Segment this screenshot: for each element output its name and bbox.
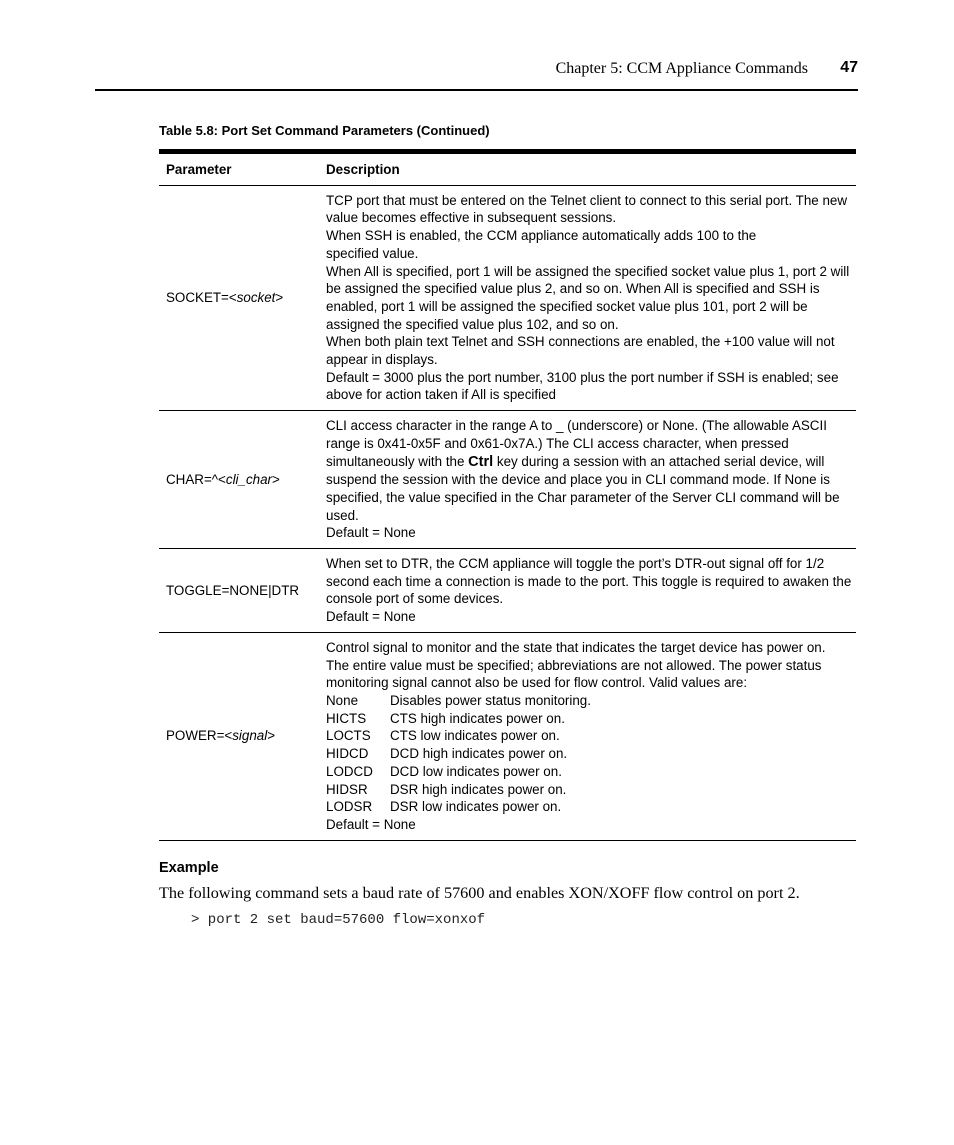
parameter-cell: TOGGLE=NONE|DTR bbox=[159, 549, 319, 633]
page-header bbox=[95, 59, 858, 91]
example-heading: Example bbox=[159, 860, 219, 876]
parameter-cell: POWER=<signal> bbox=[159, 632, 319, 840]
description-cell: When set to DTR, the CCM appliance will toggle the port’s DTR-out signal off for 1/2 second each time a connection is made to the port. This toggle is required to awaken the console port of some devices. Default = None bbox=[319, 549, 856, 633]
list-item: HIDSR DSR high indicates power on. bbox=[326, 781, 567, 797]
table-row-char bbox=[159, 411, 856, 549]
parameters-table bbox=[159, 149, 856, 841]
list-item: HIDCD DCD high indicates power on. bbox=[326, 746, 568, 762]
table-row-power bbox=[159, 632, 856, 840]
ctrl-key-label: Ctrl bbox=[468, 453, 494, 470]
description-cell: Control signal to monitor and the state that indicates the target device has power on. The entire value must be specified; abbreviations are not allowed. The power status monitoring signal cannot also be used for flow control. Valid values are: None Disables power status monitoring. HICTS CTS high indicates power on. LOCTS CTS low indicates power on. HIDCD DCD high indicates power on. LODCD DCD low indicates power on. HIDSR DSR high indicates power on. LODSR DSR low indicates power on. Default = None bbox=[319, 632, 856, 840]
column-header-parameter: Parameter bbox=[159, 152, 319, 186]
page-number: 47 bbox=[840, 59, 858, 76]
table-header-row bbox=[159, 152, 856, 186]
table-row-socket bbox=[159, 185, 856, 410]
description-cell: CLI access character in the range A to _ (underscore) or None. (The allowable ASCII range is 0x41-0x5F and 0x61-0x7A.) The CLI access character, when pressed simultaneously with the Ctrl key during a session with an attached serial device, will suspend the session with the device and place you in CLI command mode. If None is specified, the value specified in the Char parameter of the Server CLI command will be used. Default = None bbox=[319, 411, 856, 549]
parameter-cell: SOCKET=<socket> bbox=[159, 185, 319, 410]
list-item: HICTS CTS high indicates power on. bbox=[326, 710, 565, 726]
parameter-cell: CHAR=^<cli_char> bbox=[159, 411, 319, 549]
table-row-toggle bbox=[159, 549, 856, 633]
example-paragraph: The following command sets a baud rate of 57600 and enables XON/XOFF flow control on port 2. bbox=[159, 884, 800, 902]
example-code: > port 2 set baud=57600 flow=xonxof bbox=[191, 912, 486, 928]
column-header-description: Description bbox=[319, 152, 856, 186]
description-cell: TCP port that must be entered on the Telnet client to connect to this serial port. The new value becomes effective in subsequent sessions. When SSH is enabled, the CCM appliance automatically adds 100 to the specified value. When All is specified, port 1 will be assigned the specified socket value plus 1, port 2 will be assigned the specified value plus 2, and so on. When All is specified and SSH is enabled, port 1 will be assigned the specified socket value plus 101, port 2 will be assigned the specified value plus 102, and so on. When both plain text Telnet and SSH connections are enabled, the +100 value will not appear in displays. Default = 3000 plus the port number, 3100 plus the port number if SSH is enabled; see above for action taken if All is specified bbox=[319, 185, 856, 410]
list-item: LOCTS CTS low indicates power on. bbox=[326, 728, 560, 744]
list-item: None Disables power status monitoring. bbox=[326, 692, 591, 708]
chapter-title: Chapter 5: CCM Appliance Commands bbox=[555, 60, 808, 77]
list-item: LODCD DCD low indicates power on. bbox=[326, 763, 562, 779]
table-caption: Table 5.8: Port Set Command Parameters (Continued) bbox=[159, 123, 490, 138]
list-item: LODSR DSR low indicates power on. bbox=[326, 799, 562, 815]
